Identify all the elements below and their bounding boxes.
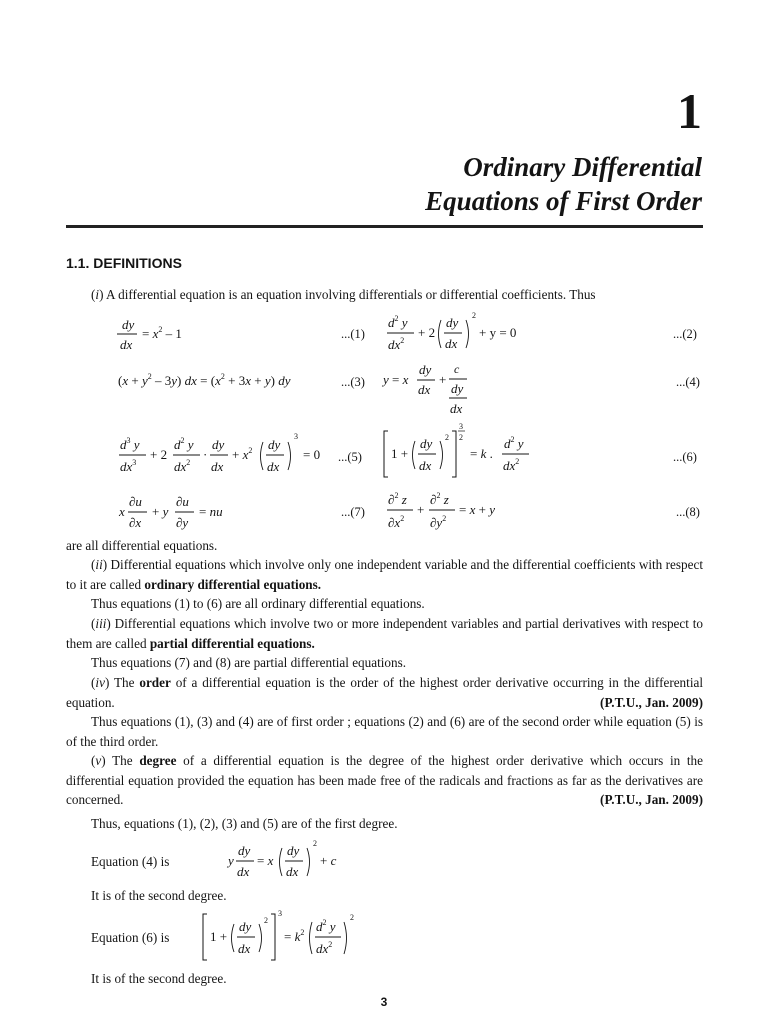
svg-text:∂2 z: ∂$^2$ z xyxy=(430,491,449,507)
citation-ref: (P.T.U., Jan. 2009) xyxy=(600,792,703,807)
equations-conclusion: are all differential equations. xyxy=(66,538,218,553)
chapter-title-line1: Ordinary Differential xyxy=(463,152,702,182)
svg-text:y: y xyxy=(228,853,234,868)
svg-text:2: 2 xyxy=(313,839,317,848)
definition-iii: (iii) Differential equations which involve two or more independent variables and partial derivatives with respect to them are called partial differential equations. xyxy=(66,616,703,651)
svg-text:d2 y: $d^2$ y xyxy=(504,435,524,451)
svg-text:dx2: $dx^2$ xyxy=(503,457,520,473)
svg-text:∂x: ∂x xyxy=(129,515,142,530)
chapter-number: 1 xyxy=(677,83,702,139)
svg-text:+ 2: + 2 xyxy=(418,325,436,340)
equation-tag-4: ...(4) xyxy=(676,375,700,389)
svg-text:dy: dy xyxy=(419,362,432,377)
svg-text:·: · xyxy=(203,447,208,462)
svg-text:dy: dy xyxy=(287,843,300,858)
equation-3 xyxy=(118,370,333,397)
pde-note: Thus equations (7) and (8) are partial differential equations. xyxy=(91,655,407,670)
equation-tag-8: ...(8) xyxy=(676,505,700,519)
svg-text:= x: = x xyxy=(257,853,274,868)
svg-text:dx2: $dx^2$ xyxy=(388,336,405,352)
equation-tag-5: ...(5) xyxy=(338,450,362,464)
svg-text:dx2: $dx^2$ xyxy=(316,940,333,956)
equation-tag-2: ...(2) xyxy=(673,327,697,341)
equation-tag-6: ...(6) xyxy=(673,450,697,464)
svg-text:dx: dx xyxy=(445,336,458,351)
section-heading: 1.1. DEFINITIONS xyxy=(66,255,182,271)
svg-text:3: 3 xyxy=(278,909,282,918)
svg-text:dx: dx xyxy=(211,459,224,474)
equation-6 xyxy=(381,421,541,486)
equation-tag-7: ...(7) xyxy=(341,505,365,519)
chapter-title-line2: Equations of First Order xyxy=(425,186,702,216)
svg-text:y = x: y = x xyxy=(383,372,409,387)
eq4-example-equation xyxy=(226,836,356,891)
eq6-example-conclusion: It is of the second degree. xyxy=(91,971,227,986)
svg-text:2: 2 xyxy=(264,916,268,925)
svg-text:= nu: = nu xyxy=(199,504,223,519)
svg-text:dx: dx xyxy=(237,864,250,879)
svg-text:dy: dy xyxy=(451,381,464,396)
svg-text:3: 3 xyxy=(459,422,463,431)
svg-text:2: 2 xyxy=(472,311,476,320)
definition-iv: (iv) The order of a differential equation is the order of the highest order derivative occurring in the differential equation. (P.T.U., Jan. 2009) xyxy=(66,673,703,712)
svg-text:dy: dy xyxy=(238,843,251,858)
svg-text:d2 y: $d^2$ y xyxy=(388,314,408,330)
svg-text:dx: dx xyxy=(120,337,133,352)
svg-text:∂x2: $\partial x^2$ xyxy=(388,514,405,530)
eq4-example-conclusion: It is of the second degree. xyxy=(91,888,227,903)
citation-ref: (P.T.U., Jan. 2009) xyxy=(600,694,703,710)
equation-7 xyxy=(117,490,237,539)
equation-tag-1: ...(1) xyxy=(341,327,365,341)
svg-text:dx: dx xyxy=(418,382,431,397)
first-degree-note: Thus, equations (1), (2), (3) and (5) are of the first degree. xyxy=(91,816,398,831)
svg-text:1 +: 1 + xyxy=(210,929,228,944)
equation-tag-3: ...(3) xyxy=(341,375,365,389)
svg-text:dy: dy xyxy=(212,437,225,452)
svg-text:dy: dy xyxy=(122,317,135,332)
definition-i: (i) A differential equation is an equation involving differentials or differential coefficients. Thus xyxy=(91,287,596,302)
svg-text:+ c: + c xyxy=(320,853,337,868)
equation-8 xyxy=(385,488,515,539)
equation-5 xyxy=(117,428,332,483)
svg-text:d2 y: $d^2$ y xyxy=(174,436,194,452)
eq6-example-equation xyxy=(200,908,360,969)
svg-text:∂y: ∂y xyxy=(176,515,189,530)
svg-text:dx3: $dx^3$ xyxy=(120,458,137,474)
svg-text:∂2 z: ∂$^2$ z xyxy=(388,491,407,507)
svg-text:d2 y: $d^2$ y xyxy=(316,918,336,934)
svg-text:(x + y2 – 3y) dx = (x2 + 3x +: $(x + y^2 - 3y)$ dx = $(x^2 + 3x + y)$ dy xyxy=(118,372,291,388)
definition-ii: (ii) Differential equations which involve only one independent variable and the differential coefficients with respect to it are called ordinary differential equations. xyxy=(66,557,703,592)
svg-text:dx: dx xyxy=(238,941,251,956)
svg-text:dy: dy xyxy=(268,437,281,452)
equation-4 xyxy=(383,360,483,423)
svg-text:+: + xyxy=(417,502,425,517)
svg-text:∂u: ∂u xyxy=(176,494,189,509)
svg-text:= 0: = 0 xyxy=(303,447,321,462)
equation-2 xyxy=(385,308,535,361)
svg-text:x: x xyxy=(119,504,125,519)
svg-text:+ 2: + 2 xyxy=(150,447,168,462)
svg-text:= k2: = $k^2$ xyxy=(284,928,305,944)
svg-text:dx: dx xyxy=(286,864,299,879)
svg-text:2: 2 xyxy=(445,433,449,442)
svg-text:3: 3 xyxy=(294,432,298,441)
svg-text:dy: dy xyxy=(420,436,433,451)
equation-1 xyxy=(115,314,225,361)
eq6-example-label: Equation (6) is xyxy=(91,930,170,945)
svg-text:dx: dx xyxy=(450,401,463,416)
svg-text:1 +: 1 + xyxy=(391,446,409,461)
svg-text:c: c xyxy=(454,362,460,376)
svg-text:d3 y: $d^3$ y xyxy=(120,436,140,452)
page-number: 3 xyxy=(380,995,388,1009)
svg-text:+ y = 0: + y = 0 xyxy=(479,325,517,340)
svg-text:dy: dy xyxy=(446,315,459,330)
eq4-example-label: Equation (4) is xyxy=(91,854,170,869)
svg-text:∂u: ∂u xyxy=(129,494,142,509)
svg-text:dy: dy xyxy=(239,919,252,934)
svg-text:= x2 – 1: = $x^2 - 1$ xyxy=(142,325,182,341)
svg-text:+ x2: + $x^2$ xyxy=(232,446,253,462)
svg-text:= k .: = k . xyxy=(470,446,493,461)
header-rule xyxy=(66,225,703,228)
svg-text:dx: dx xyxy=(419,458,432,473)
svg-text:= x + y: = x + y xyxy=(459,502,495,517)
svg-text:dx: dx xyxy=(267,459,280,474)
svg-text:2: 2 xyxy=(459,433,463,442)
svg-text:+: + xyxy=(439,372,447,387)
svg-text:dx2: $dx^2$ xyxy=(174,458,191,474)
svg-text:2: 2 xyxy=(350,913,354,922)
svg-text:+ y: + y xyxy=(152,504,169,519)
order-note: Thus equations (1), (3) and (4) are of first order ; equations (2) and (6) are of the second order while equation (5) is of the third order. xyxy=(66,714,703,749)
ode-note: Thus equations (1) to (6) are all ordinary differential equations. xyxy=(91,596,425,611)
svg-text:∂y2: $\partial y^2$ xyxy=(430,514,447,530)
definition-v: (v) The degree of a differential equation is the degree of the highest order derivative which occurs in the differential equation provided the equation has been made free of the radicals and fractions as far as the derivatives are concerned. (P.T.U., Jan. 2009) xyxy=(66,751,703,810)
